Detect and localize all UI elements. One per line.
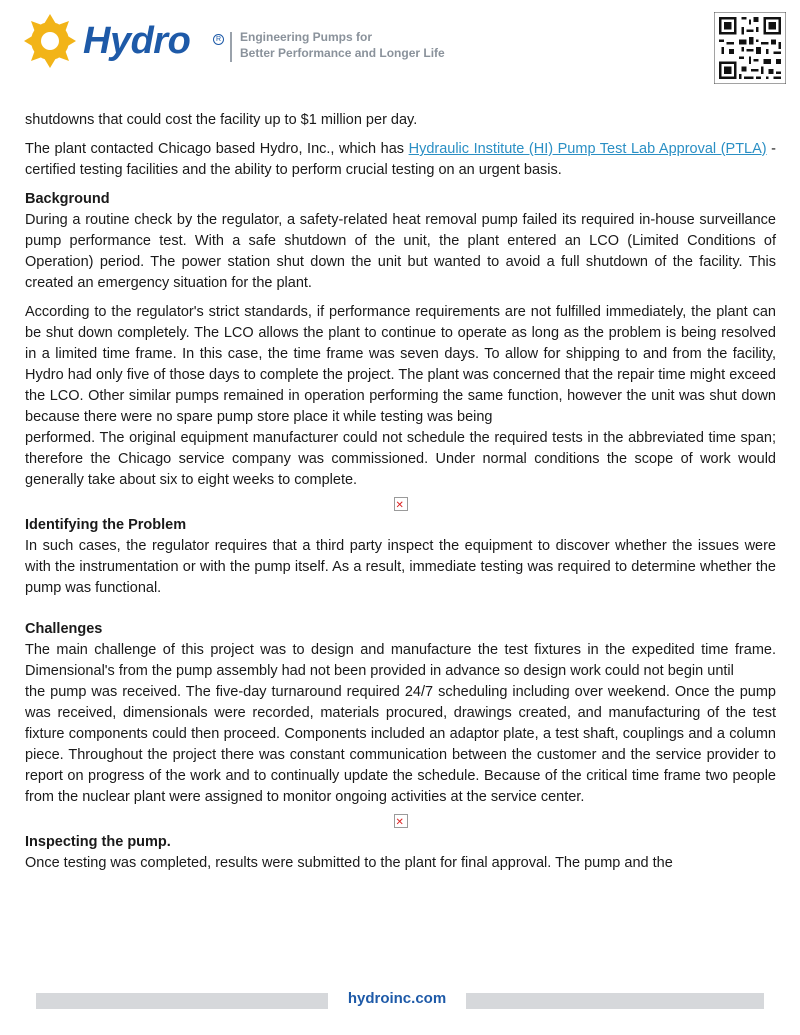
brand-name: Hydro <box>83 20 191 62</box>
heading-inspecting-pump: Inspecting the pump. <box>25 834 171 850</box>
broken-image-icon <box>394 814 408 828</box>
paragraph: The main challenge of this project was to design and manufacture the test fixtures in the expedited time frame. Dimensional's from the pump assembly had not been provided in advance so design work could not begin until <box>25 642 776 679</box>
footer-bar-right <box>466 993 764 1009</box>
heading-challenges: Challenges <box>25 621 103 637</box>
tagline-line-2: Better Performance and Longer Life <box>240 46 445 60</box>
article-body <box>25 110 776 874</box>
tagline-line-1: Engineering Pumps for <box>240 30 373 44</box>
page-header <box>0 0 800 95</box>
footer-bar-left <box>36 993 328 1009</box>
heading-identifying-problem: Identifying the Problem <box>25 517 187 533</box>
page-footer <box>36 990 764 1009</box>
header-divider <box>230 32 232 62</box>
broken-image-icon <box>394 497 408 511</box>
tagline <box>240 29 445 61</box>
paragraph-ptla <box>25 139 776 181</box>
paragraph: shutdowns that could cost the facility up to $1 million per day. <box>25 112 418 128</box>
paragraph-text: The plant contacted Chicago based Hydro, Inc., which has <box>25 141 409 157</box>
paragraph: According to the regulator's strict standards, if performance requirements are not fulfilled immediately, the plant can be shut down completely. The LCO allows the plant to continue to operate as long as the problem is being resolved in a limited time frame. In this case, the time frame was seven days. To allow for shipping to and from the facility, Hydro had only five of those days to complete the project. The plant was concerned that the repair time might exceed the LCO. Other similar pumps remained in operation performing the same function, however the unit was shut down because there were no spare pump store place it while testing was being <box>25 304 776 425</box>
ptla-link[interactable]: Hydraulic Institute (HI) Pump Test Lab Approval (PTLA) <box>408 141 767 157</box>
paragraph-text: - certified testing facilities and the ability to perform crucial testing on an urgent basis. <box>25 141 777 178</box>
paragraph: the pump was received. The five-day turnaround required 24/7 scheduling including over weekend. Once the pump was received, dimensionals were recorded, materials procured, drawings created, and manufacturing of the test fixture components could then proceed. Components included an adaptor plate, a test shaft, couplings and a column piece. Throughout the project there was constant communication between the customer and the service provider to report on progress of the work and to continually update the schedule. Because of the critical time frame two people from the nuclear plant were assigned to monitor ongoing activities at the service center. <box>25 684 776 805</box>
heading-background: Background <box>25 191 110 207</box>
paragraph: Once testing was completed, results were submitted to the plant for final approval. The pump and the <box>25 855 673 871</box>
footer-site-link[interactable]: hydroinc.com <box>347 990 447 1007</box>
qr-code-icon <box>714 12 786 84</box>
paragraph: In such cases, the regulator requires that a third party inspect the equipment to discover whether the issues were with the instrumentation or with the pump itself. As a result, immediate testing was required to determine whether the pump was functional. <box>25 538 776 596</box>
paragraph: During a routine check by the regulator, a safety-related heat removal pump failed its required in-house surveillance pump performance test. With a safe shutdown of the unit, the plant entered an LCO (Limited Conditions of Operation) period. The power station shut down the unit but wanted to avoid a full shutdown of the facility. This created an emergency situation for the plant. <box>25 212 776 291</box>
paragraph: performed. The original equipment manufacturer could not schedule the required tests in the abbreviated time span; therefore the Chicago service company was commissioned. Under normal conditions the scope of work would generally take about six to eight weeks to complete. <box>25 430 776 488</box>
registered-mark: R <box>213 34 224 45</box>
sun-gear-logo-icon <box>22 12 78 70</box>
